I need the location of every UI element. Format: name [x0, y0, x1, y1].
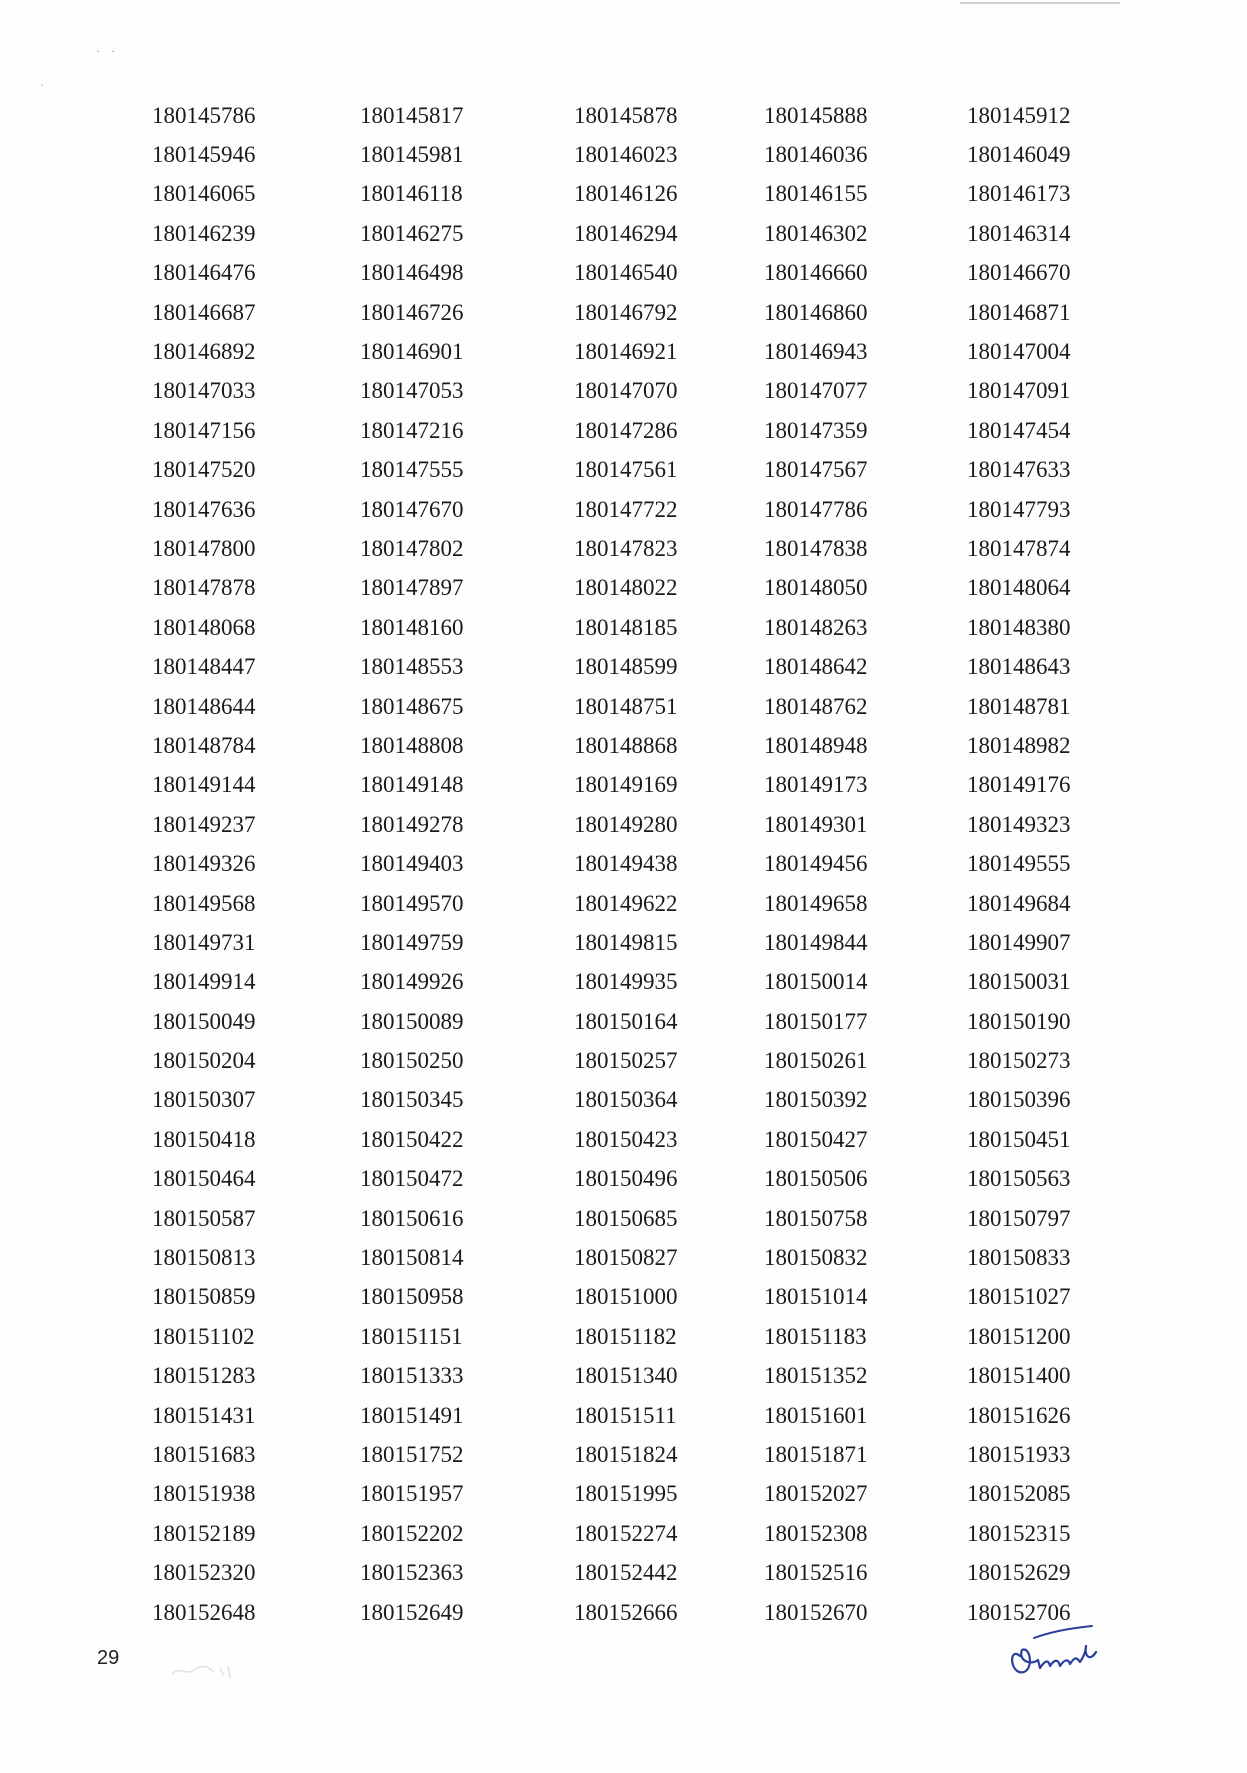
roll-number-cell: 180151626 [967, 1402, 1071, 1428]
roll-number-cell: 180147561 [574, 457, 678, 483]
roll-number-cell: 180150827 [574, 1245, 678, 1271]
table-row [128, 372, 1107, 411]
roll-number-cell: 180147004 [967, 339, 1071, 365]
roll-number-cell: 180152516 [764, 1560, 868, 1586]
roll-number-cell: 180148762 [764, 693, 868, 719]
roll-number-cell: 180148185 [574, 614, 678, 640]
roll-number-cell: 180149237 [152, 811, 256, 837]
roll-number-cell: 180152315 [967, 1520, 1071, 1546]
roll-number-cell: 180150392 [764, 1087, 868, 1113]
roll-number-cell: 180147802 [360, 535, 464, 561]
roll-number-cell: 180146921 [574, 339, 678, 365]
roll-number-cell: 180149301 [764, 811, 868, 837]
roll-number-cell: 180151151 [360, 1323, 463, 1349]
roll-number-cell: 180145878 [574, 102, 678, 128]
roll-number-cell: 180148263 [764, 614, 868, 640]
roll-number-cell: 180150250 [360, 1048, 464, 1074]
scan-specks: · [40, 78, 44, 92]
roll-number-cell: 180151431 [152, 1402, 256, 1428]
roll-number-cell: 180146860 [764, 299, 868, 325]
roll-number-cell: 180150427 [764, 1126, 868, 1152]
roll-number-cell: 180150616 [360, 1205, 464, 1231]
roll-number-cell: 180148675 [360, 693, 464, 719]
roll-number-cell: 180148948 [764, 732, 868, 758]
roll-number-cell: 180150423 [574, 1126, 678, 1152]
roll-number-cell: 180150049 [152, 1008, 256, 1034]
roll-number-cell: 180151200 [967, 1323, 1071, 1349]
roll-number-cell: 180149568 [152, 890, 256, 916]
roll-number-cell: 180151957 [360, 1481, 464, 1507]
scan-specks: · · [96, 44, 119, 58]
roll-number-cell: 180147786 [764, 496, 868, 522]
table-row [128, 1475, 1107, 1514]
table-row [128, 135, 1107, 174]
roll-number-cell: 180149144 [152, 772, 256, 798]
roll-number-cell: 180148599 [574, 654, 678, 680]
table-row [128, 490, 1107, 529]
roll-number-cell: 180147286 [574, 417, 678, 443]
roll-number-cell: 180149555 [967, 851, 1071, 877]
roll-number-cell: 180150813 [152, 1245, 256, 1271]
roll-number-cell: 180150031 [967, 969, 1071, 995]
roll-number-cell: 180146275 [360, 220, 464, 246]
roll-number-cell: 180146065 [152, 181, 256, 207]
faint-stamp-mark [168, 1660, 248, 1680]
roll-number-cell: 180146126 [574, 181, 678, 207]
roll-number-cell: 180146155 [764, 181, 868, 207]
table-row [128, 608, 1107, 647]
roll-number-cell: 180151601 [764, 1402, 868, 1428]
roll-number-cell: 180150396 [967, 1087, 1071, 1113]
roll-number-cell: 180151102 [152, 1323, 255, 1349]
roll-number-cell: 180150089 [360, 1008, 464, 1034]
roll-number-cell: 180151995 [574, 1481, 678, 1507]
roll-number-cell: 180146943 [764, 339, 868, 365]
roll-number-cell: 180150472 [360, 1166, 464, 1192]
roll-number-cell: 180150261 [764, 1048, 868, 1074]
roll-number-cell: 180149731 [152, 929, 256, 955]
roll-number-cell: 180150859 [152, 1284, 256, 1310]
roll-number-cell: 180152308 [764, 1520, 868, 1546]
roll-number-cell: 180147359 [764, 417, 868, 443]
roll-number-cell: 180147722 [574, 496, 678, 522]
table-row [128, 1002, 1107, 1041]
table-row [128, 451, 1107, 490]
table-row [128, 1357, 1107, 1396]
roll-number-cell: 180147070 [574, 378, 678, 404]
roll-number-cell: 180149438 [574, 851, 678, 877]
roll-number-cell: 180150685 [574, 1205, 678, 1231]
roll-number-cell: 180151183 [764, 1323, 867, 1349]
roll-number-cell: 180147838 [764, 535, 868, 561]
roll-number-cell: 180147053 [360, 378, 464, 404]
roll-number-cell: 180149914 [152, 969, 256, 995]
roll-number-cell: 180146036 [764, 142, 868, 168]
roll-number-cell: 180149456 [764, 851, 868, 877]
roll-number-cell: 180150758 [764, 1205, 868, 1231]
roll-number-cell: 180146294 [574, 220, 678, 246]
roll-number-cell: 180150422 [360, 1126, 464, 1152]
roll-number-cell: 180152649 [360, 1599, 464, 1625]
roll-number-cell: 180148068 [152, 614, 256, 640]
roll-number-cell: 180148642 [764, 654, 868, 680]
roll-number-cell: 180149844 [764, 929, 868, 955]
table-row [128, 1199, 1107, 1238]
roll-number-cell: 180149148 [360, 772, 464, 798]
roll-number-cell: 180149403 [360, 851, 464, 877]
table-row [128, 1238, 1107, 1277]
roll-number-cell: 180148022 [574, 575, 678, 601]
roll-number-cell: 180147874 [967, 535, 1071, 561]
roll-number-cell: 180151027 [967, 1284, 1071, 1310]
table-row [128, 1160, 1107, 1199]
roll-number-cell: 180148784 [152, 732, 256, 758]
roll-number-cell: 180148064 [967, 575, 1071, 601]
table-row [128, 214, 1107, 253]
roll-number-cell: 180148781 [967, 693, 1071, 719]
roll-number-cell: 180150506 [764, 1166, 868, 1192]
roll-number-cell: 180150587 [152, 1205, 256, 1231]
roll-number-cell: 180149176 [967, 772, 1071, 798]
table-row [128, 1041, 1107, 1080]
roll-number-cell: 180151400 [967, 1363, 1071, 1389]
roll-number-cell: 180147091 [967, 378, 1071, 404]
roll-number-cell: 180146892 [152, 339, 256, 365]
roll-number-cell: 180151014 [764, 1284, 868, 1310]
roll-number-table-body [128, 96, 1107, 1632]
roll-number-cell: 180147520 [152, 457, 256, 483]
roll-number-cell: 180148751 [574, 693, 678, 719]
roll-number-cell: 180149759 [360, 929, 464, 955]
signature [1000, 1616, 1110, 1688]
roll-number-cell: 180148447 [152, 654, 256, 680]
roll-number-cell: 180152629 [967, 1560, 1071, 1586]
roll-number-cell: 180152670 [764, 1599, 868, 1625]
roll-number-cell: 180146314 [967, 220, 1071, 246]
roll-number-cell: 180145981 [360, 142, 464, 168]
roll-number-cell: 180146173 [967, 181, 1071, 207]
roll-number-cell: 180150563 [967, 1166, 1071, 1192]
roll-number-cell: 180148982 [967, 732, 1071, 758]
roll-number-cell: 180152363 [360, 1560, 464, 1586]
table-row [128, 1593, 1107, 1632]
roll-number-cell: 180146687 [152, 299, 256, 325]
table-row [128, 332, 1107, 371]
roll-number-cell: 180152085 [967, 1481, 1071, 1507]
roll-number-cell: 180152274 [574, 1520, 678, 1546]
roll-number-cell: 180148380 [967, 614, 1071, 640]
roll-number-cell: 180151871 [764, 1441, 868, 1467]
roll-number-cell: 180147897 [360, 575, 464, 601]
roll-number-cell: 180145946 [152, 142, 256, 168]
roll-number-cell: 180150190 [967, 1008, 1071, 1034]
roll-number-cell: 180150418 [152, 1126, 256, 1152]
roll-number-cell: 180151182 [574, 1323, 677, 1349]
roll-number-cell: 180151491 [360, 1402, 464, 1428]
roll-number-cell: 180150958 [360, 1284, 464, 1310]
roll-number-cell: 180148808 [360, 732, 464, 758]
roll-number-cell: 180146049 [967, 142, 1071, 168]
roll-number-cell: 180152706 [967, 1599, 1071, 1625]
roll-number-cell: 180149169 [574, 772, 678, 798]
roll-number-cell: 180146302 [764, 220, 868, 246]
roll-number-cell: 180147555 [360, 457, 464, 483]
roll-number-cell: 180149622 [574, 890, 678, 916]
roll-number-cell: 180151333 [360, 1363, 464, 1389]
roll-number-cell: 180150014 [764, 969, 868, 995]
table-row [128, 766, 1107, 805]
roll-number-cell: 180148050 [764, 575, 868, 601]
roll-number-cell: 180147216 [360, 417, 464, 443]
table-row [128, 293, 1107, 332]
roll-number-cell: 180150273 [967, 1048, 1071, 1074]
roll-number-cell: 180151000 [574, 1284, 678, 1310]
roll-number-table [128, 96, 1107, 1632]
table-row [128, 963, 1107, 1002]
roll-number-cell: 180148553 [360, 654, 464, 680]
roll-number-cell: 180145817 [360, 102, 464, 128]
roll-number-cell: 180147033 [152, 378, 256, 404]
table-row [128, 411, 1107, 450]
roll-number-cell: 180146239 [152, 220, 256, 246]
table-row [128, 254, 1107, 293]
roll-number-cell: 180147567 [764, 457, 868, 483]
roll-number-cell: 180149173 [764, 772, 868, 798]
table-row [128, 1396, 1107, 1435]
roll-number-cell: 180147800 [152, 535, 256, 561]
roll-number-cell: 180148644 [152, 693, 256, 719]
table-row [128, 923, 1107, 962]
roll-number-cell: 180146871 [967, 299, 1071, 325]
roll-number-cell: 180146670 [967, 260, 1071, 286]
table-row [128, 1514, 1107, 1553]
table-row [128, 529, 1107, 568]
roll-number-cell: 180150364 [574, 1087, 678, 1113]
table-row [128, 884, 1107, 923]
table-row [128, 844, 1107, 883]
roll-number-cell: 180148160 [360, 614, 464, 640]
table-row [128, 1317, 1107, 1356]
table-row [128, 1120, 1107, 1159]
roll-number-cell: 180147077 [764, 378, 868, 404]
roll-number-cell: 180146792 [574, 299, 678, 325]
roll-number-cell: 180147454 [967, 417, 1071, 443]
roll-number-cell: 180150833 [967, 1245, 1071, 1271]
roll-number-cell: 180150814 [360, 1245, 464, 1271]
roll-number-cell: 180148868 [574, 732, 678, 758]
roll-number-cell: 180150464 [152, 1166, 256, 1192]
roll-number-cell: 180151938 [152, 1481, 256, 1507]
roll-number-cell: 180149278 [360, 811, 464, 837]
table-row [128, 647, 1107, 686]
roll-number-cell: 180149935 [574, 969, 678, 995]
table-row [128, 687, 1107, 726]
roll-number-cell: 180149815 [574, 929, 678, 955]
roll-number-cell: 180146476 [152, 260, 256, 286]
roll-number-cell: 180150797 [967, 1205, 1071, 1231]
roll-number-cell: 180150832 [764, 1245, 868, 1271]
roll-number-cell: 180146023 [574, 142, 678, 168]
roll-number-cell: 180145888 [764, 102, 868, 128]
roll-number-cell: 180152027 [764, 1481, 868, 1507]
roll-number-cell: 180150307 [152, 1087, 256, 1113]
roll-number-cell: 180149570 [360, 890, 464, 916]
roll-number-cell: 180149326 [152, 851, 256, 877]
roll-number-cell: 180147823 [574, 535, 678, 561]
roll-number-cell: 180151933 [967, 1441, 1071, 1467]
roll-number-cell: 180149658 [764, 890, 868, 916]
roll-number-cell: 180151511 [574, 1402, 677, 1428]
scan-edge-line [960, 2, 1120, 4]
roll-number-cell: 180152320 [152, 1560, 256, 1586]
roll-number-cell: 180152202 [360, 1520, 464, 1546]
roll-number-cell: 180151352 [764, 1363, 868, 1389]
roll-number-cell: 180149323 [967, 811, 1071, 837]
roll-number-cell: 180147878 [152, 575, 256, 601]
roll-number-cell: 180146660 [764, 260, 868, 286]
roll-number-cell: 180152666 [574, 1599, 678, 1625]
roll-number-cell: 180150496 [574, 1166, 678, 1192]
table-row [128, 1278, 1107, 1317]
roll-number-cell: 180145786 [152, 102, 256, 128]
table-row [128, 175, 1107, 214]
roll-number-cell: 180146901 [360, 339, 464, 365]
table-row [128, 805, 1107, 844]
roll-number-cell: 180147670 [360, 496, 464, 522]
roll-number-cell: 180147633 [967, 457, 1071, 483]
roll-number-cell: 180147156 [152, 417, 256, 443]
table-row [128, 569, 1107, 608]
roll-number-cell: 180149907 [967, 929, 1071, 955]
roll-number-cell: 180150204 [152, 1048, 256, 1074]
table-row [128, 1435, 1107, 1474]
table-row [128, 96, 1107, 135]
roll-number-cell: 180151340 [574, 1363, 678, 1389]
roll-number-cell: 180150345 [360, 1087, 464, 1113]
roll-number-cell: 180151824 [574, 1441, 678, 1467]
roll-number-cell: 180150451 [967, 1126, 1071, 1152]
roll-number-cell: 180146540 [574, 260, 678, 286]
roll-number-cell: 180152648 [152, 1599, 256, 1625]
roll-number-cell: 180152189 [152, 1520, 256, 1546]
page-number: 29 [97, 1647, 120, 1669]
roll-number-cell: 180146498 [360, 260, 464, 286]
roll-number-cell: 180149926 [360, 969, 464, 995]
roll-number-cell: 180151752 [360, 1441, 464, 1467]
roll-number-cell: 180145912 [967, 102, 1071, 128]
roll-number-cell: 180146726 [360, 299, 464, 325]
roll-number-cell: 180150177 [764, 1008, 868, 1034]
roll-number-cell: 180152442 [574, 1560, 678, 1586]
roll-number-cell: 180149684 [967, 890, 1071, 916]
roll-number-cell: 180148643 [967, 654, 1071, 680]
roll-number-cell: 180150164 [574, 1008, 678, 1034]
roll-number-cell: 180147793 [967, 496, 1071, 522]
roll-number-cell: 180151683 [152, 1441, 256, 1467]
table-row [128, 1553, 1107, 1592]
table-row [128, 1081, 1107, 1120]
table-row [128, 726, 1107, 765]
roll-number-cell: 180147636 [152, 496, 256, 522]
roll-number-cell: 180150257 [574, 1048, 678, 1074]
roll-number-cell: 180146118 [360, 181, 463, 207]
roll-number-cell: 180149280 [574, 811, 678, 837]
roll-number-cell: 180151283 [152, 1363, 256, 1389]
